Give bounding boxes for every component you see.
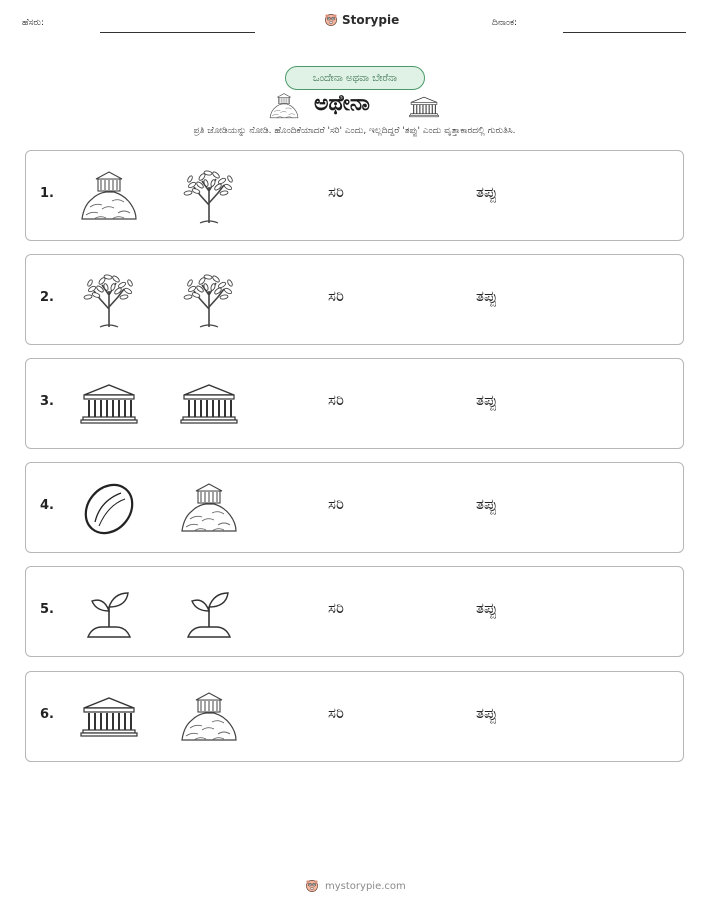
brand-name: Storypie [342,13,400,27]
footer-url: mystorypie.com [325,880,406,892]
olive-fruit-icon [78,477,140,539]
row-number: 1. [40,186,54,201]
sprout-icon [178,581,240,643]
option-wrong[interactable]: ತಪ್ಪು [476,391,498,409]
page-title: ಅಥೇನಾ [314,91,370,116]
option-wrong[interactable]: ತಪ್ಪು [476,704,498,722]
sprout-icon [78,581,140,643]
olive-tree-icon [178,269,240,331]
option-correct[interactable]: ಸರಿ [328,391,344,409]
option-correct[interactable]: ಸರಿ [328,704,344,722]
worksheet-header [0,0,709,50]
olive-tree-icon [178,165,240,227]
exercise-row [25,254,684,345]
date-input-line[interactable] [563,32,686,33]
beaver-mascot-icon [324,13,338,27]
instructions: ಪ್ರತಿ ಜೋಡಿಯನ್ನು ನೋಡಿ. ಹೊಂದಿಕೆಯಾದರೆ 'ಸರಿ' ಎಂದು, ಇಲ್ಲದಿದ್ದರೆ 'ತಪ್ಪು' ಎಂದು ವೃತ್ತಾಕಾರದಲ್ಲಿ ಗುರುತಿಸಿ. [193,126,516,136]
temple-icon [408,91,440,123]
exercise-row [25,358,684,449]
row-number: 6. [40,707,54,722]
name-input-line[interactable] [100,32,255,33]
name-label: ಹೆಸರು: [22,18,45,28]
option-correct[interactable]: ಸರಿ [328,495,344,513]
subtitle-pill: ಒಂದೇನಾ ಅಥವಾ ಬೇರೆನಾ [285,66,425,90]
row-number: 2. [40,290,54,305]
option-correct[interactable]: ಸರಿ [328,183,344,201]
exercise-row [25,566,684,657]
acropolis-icon [78,165,140,227]
beaver-mascot-icon [305,879,319,893]
option-wrong[interactable]: ತಪ್ಪು [476,183,498,201]
date-label: ದಿನಾಂಕ: [492,18,518,28]
exercise-row [25,462,684,553]
olive-tree-icon [78,269,140,331]
exercise-row [25,150,684,241]
brand-logo [324,13,399,27]
acropolis-icon [178,477,240,539]
footer [305,879,406,893]
acropolis-icon [268,90,300,122]
exercise-row [25,671,684,762]
option-wrong[interactable]: ತಪ್ಪು [476,287,498,305]
temple-icon [78,686,140,748]
row-number: 4. [40,498,54,513]
temple-icon [178,373,240,435]
option-correct[interactable]: ಸರಿ [328,599,344,617]
acropolis-icon [178,686,240,748]
option-wrong[interactable]: ತಪ್ಪು [476,495,498,513]
row-number: 3. [40,394,54,409]
temple-icon [78,373,140,435]
row-number: 5. [40,602,54,617]
option-correct[interactable]: ಸರಿ [328,287,344,305]
option-wrong[interactable]: ತಪ್ಪು [476,599,498,617]
